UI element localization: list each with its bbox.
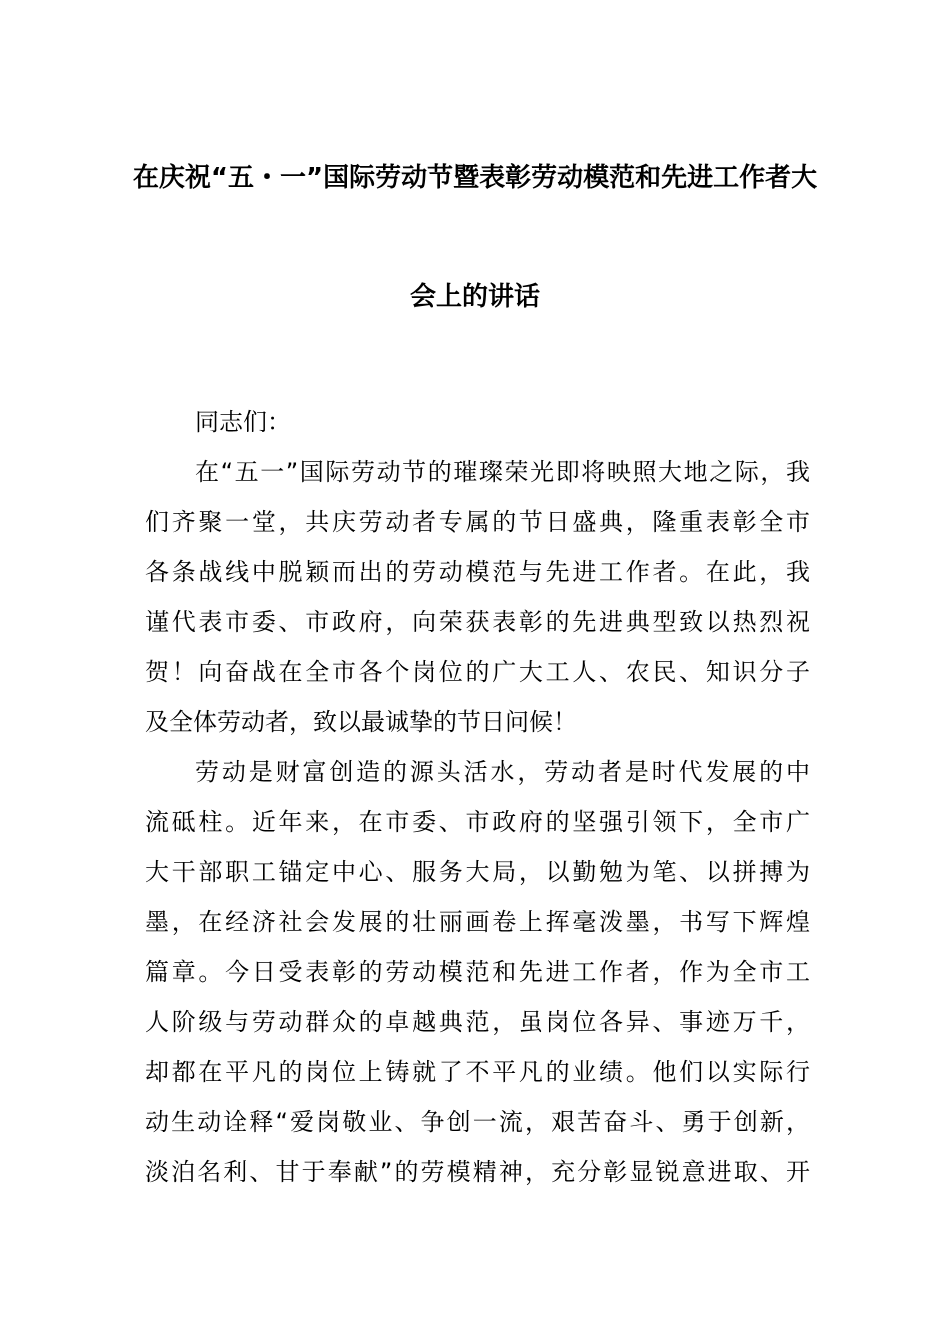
paragraph-line: 却都在平凡的岗位上铸就了不平凡的业绩。他们以实际行 (145, 1058, 810, 1086)
paragraph-line: 劳动是财富创造的源头活水，劳动者是时代发展的中 (195, 758, 810, 786)
paragraph-1 (145, 447, 810, 747)
paragraph-line: 淡泊名利、甘于奉献”的劳模精神，充分彰显锐意进取、开 (145, 1158, 810, 1186)
paragraph-line: 各条战线中脱颖而出的劳动模范与先进工作者。在此，我 (145, 558, 810, 586)
paragraph-line: 在“五一”国际劳动节的璀璨荣光即将映照大地之际，我 (195, 458, 810, 486)
salutation: 同志们： (195, 408, 291, 436)
paragraph-line: 大干部职工锚定中心、服务大局，以勤勉为笔、以拼搏为 (145, 858, 810, 886)
paragraph-line: 动生动诠释“爱岗敬业、争创一流，艰苦奋斗、勇于创新， (145, 1108, 810, 1136)
paragraph-line: 人阶级与劳动群众的卓越典范，虽岗位各异、事迹万千， (145, 1008, 810, 1036)
paragraph-line: 流砥柱。近年来，在市委、市政府的坚强引领下，全市广 (145, 808, 810, 836)
paragraph-line: 墨，在经济社会发展的壮丽画卷上挥毫泼墨，书写下辉煌 (145, 908, 810, 936)
paragraph-line: 篇章。今日受表彰的劳动模范和先进工作者，作为全市工 (145, 958, 810, 986)
paragraph-line: 及全体劳动者，致以最诚挚的节日问候！ (145, 708, 577, 736)
document-title-line-2: 会上的讲话 (409, 282, 540, 312)
paragraph-line: 贺！向奋战在全市各个岗位的广大工人、农民、知识分子 (145, 658, 810, 686)
document-title-line-1: 在庆祝“五・一”国际劳动节暨表彰劳动模范和先进工作者大 (132, 163, 818, 193)
paragraph-line: 们齐聚一堂，共庆劳动者专属的节日盛典，隆重表彰全市 (145, 508, 810, 536)
paragraph-line: 谨代表市委、市政府，向荣获表彰的先进典型致以热烈祝 (145, 608, 810, 636)
paragraph-2 (145, 747, 810, 1197)
